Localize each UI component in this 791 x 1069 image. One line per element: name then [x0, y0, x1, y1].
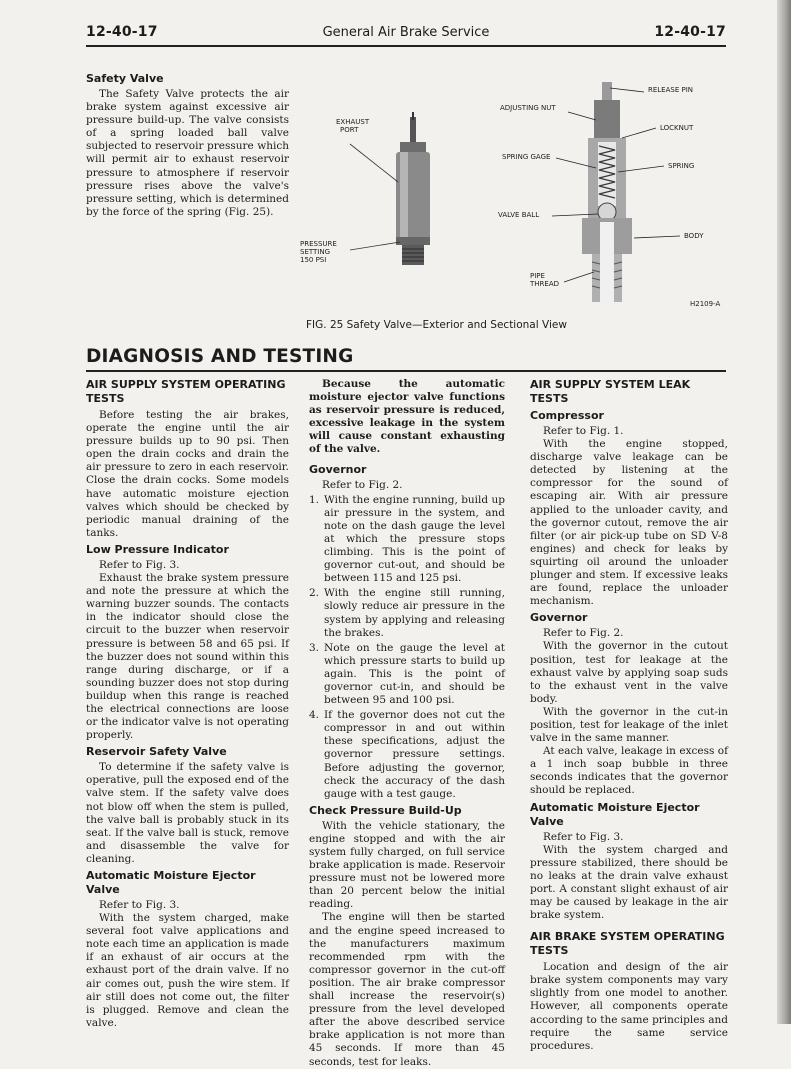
low-pressure-body: Exhaust the brake system pressure and note the pressure at which the warning buzzer sounds. The contacts in the indicator should close the circuit to the buzzer when reservoir pressure is between 58 and 65 psi. If the buzzer does not sound within this range during discharge, or if a sounding buzzer does not stop during buildup when this range is reached the electrical connections are loose or the indicator valve is not operating properly.: [86, 572, 289, 742]
low-pressure-ref: Refer to Fig. 3.: [99, 558, 180, 571]
header-rule: [86, 45, 726, 47]
moisture-leak-body: With the system charged and pressure stabilized, there should be no leaks at the drain valve exhaust port. A constant slight exhaust of air may be caused by leakage in the air brake system.: [530, 843, 728, 922]
compressor-ref: Refer to Fig. 1.: [543, 425, 624, 437]
governor-leak-body-1: With the governor in the cutout position, test for leakage at the exhaust valve by applying soap suds to the exhaust vent in the valve body.: [530, 640, 728, 705]
page-number-left: 12-40-17: [86, 24, 158, 40]
moisture-valve-ref: Refer to Fig. 3.: [99, 899, 180, 911]
running-title: General Air Brake Service: [322, 25, 490, 40]
buildup-body-2: The engine will then be started and the engine speed increased to the manufacturers maximum recommended rpm with the compressor governor in the cut-off position. The air brake compressor shall increase the reservoir(s) pressure from the level developed after the above described service brake application is not more than 45 seconds. If more than 45 seconds, test for leaks.: [309, 911, 505, 1068]
safety-valve-heading: Safety Valve: [86, 72, 164, 85]
label-spring: SPRING: [668, 162, 695, 170]
governor-step: 1. With the engine running, build up air pressure in the system, and note on the dash gauge the level at which the pressure stops climbing. This is the point of governor cut-out, and should be between 115 and 125 psi.: [309, 493, 505, 585]
governor-leak-ref: Refer to Fig. 2.: [543, 627, 624, 640]
governor-step: 3. Note on the gauge the level at which pressure starts to build up again. This is the point of governor cut-in, and should be between 95 and 100 psi.: [309, 641, 505, 707]
label-body: BODY: [684, 232, 704, 240]
moisture-valve-body: With the system charged, make several foot valve applications and note each time an application is made if an exhaust of air occurs at the exhaust port of the drain valve. If no air comes out, push the wire stem. If air still does not come out, the filter is plugged. Remove and clean the valve.: [86, 912, 289, 1029]
reservoir-valve-heading: Reservoir Safety Valve: [86, 745, 227, 759]
page-header: [86, 24, 726, 46]
governor-leak-body-3: At each valve, leakage in excess of a 1 inch soap bubble in three seconds indicates that the governor should be replaced.: [530, 745, 728, 797]
moisture-leak-heading: Automatic Moisture Ejector Valve: [530, 800, 700, 828]
page-edge-shadow: [777, 0, 791, 1024]
governor-step: 2. With the engine still running, slowly reduce air pressure in the system by applying and releasing the brakes.: [309, 587, 505, 639]
label-release-pin: RELEASE PIN: [648, 86, 694, 94]
column-2: [309, 378, 505, 1069]
page-number-right: 12-40-17: [654, 24, 726, 40]
figure-code: H2109-A: [690, 300, 721, 308]
label-spring-gage: SPRING GAGE: [502, 153, 551, 161]
section-rule: [86, 370, 726, 372]
reservoir-valve-body: To determine if the safety valve is operative, pull the exposed end of the valve stem. If the safety valve does not blow off when the stem is pulled, the valve ball is probably stuck in its seat. If the valve ball is stuck, remove and disassemble the valve for cleaning.: [86, 761, 289, 865]
figure-25: [300, 72, 728, 322]
sectional-view: [582, 82, 632, 302]
governor-leak-heading: Governor: [530, 611, 588, 625]
compressor-heading: Compressor: [530, 409, 604, 422]
governor-leak-body-2: With the governor in the cut-in position, test for leakage of the inlet valve in the same manner.: [530, 705, 728, 745]
label-exhaust-port: EXHAUST PORT: [336, 118, 370, 134]
governor-step: 4. If the governor does not cut the compressor in and out within these specifications, adjust the governor pressure settings. Before adjusting the governor, check the accuracy of the dash gauge with a test gauge.: [309, 709, 505, 800]
safety-valve-section: [86, 72, 289, 219]
governor-heading: Governor: [309, 462, 367, 476]
supply-tests-heading: AIR SUPPLY SYSTEM OPERATING TESTS: [86, 378, 286, 405]
label-pressure-setting: PRESSURE SETTING 150 PSI: [300, 240, 337, 264]
compressor-body: With the engine stopped, discharge valve leakage can be detected by listening at the compressor for the sound of escaping air. With air pressure applied to the unloader cavity, and the governor cutout, remove the air filter (or air pick-up tube on SD V-8 engines) and check for leaks by squirting oil around the unloader plunger and stem. If excessive leaks are found, replace the unloader mechanism.: [530, 438, 728, 608]
low-pressure-heading: Low Pressure Indicator: [86, 542, 229, 556]
governor-ref: Refer to Fig. 2.: [322, 478, 403, 491]
buildup-body-1: With the vehicle stationary, the engine stopped and with the air system fully charged, on full service brake application is made. Reservoir pressure must not be lowered more than 20 percent below the initial reading.: [309, 819, 505, 911]
diagnosis-heading: DIAGNOSIS AND TESTING: [86, 346, 354, 367]
buildup-heading: Check Pressure Build-Up: [309, 803, 462, 817]
exterior-view: [350, 112, 430, 265]
moisture-note: Because the automatic moisture ejector valve functions as reservoir pressure is reduced, excessive leakage in the system will cause constant exhausting of the valve.: [309, 378, 505, 456]
governor-steps: [309, 494, 505, 801]
safety-valve-body: The Safety Valve protects the air brake system against excessive air pressure build-up. The valve consists of a spring loaded ball valve subjected to reservoir pressure which will permit air to exhaust reservoir pressure to atmosphere if reservoir pressure rises above the valve's pressure setting, which is determined by the force of the spring (Fig. 25).: [86, 88, 289, 218]
label-valve-ball: VALVE BALL: [498, 211, 540, 219]
column-1: [86, 378, 289, 1030]
operating-tests-heading: AIR BRAKE SYSTEM OPERATING TESTS: [530, 930, 725, 958]
moisture-valve-heading: Automatic Moisture Ejector Valve: [86, 869, 256, 896]
label-locknut: LOCKNUT: [660, 124, 694, 132]
moisture-leak-ref: Refer to Fig. 3.: [543, 830, 624, 843]
column-3: [530, 378, 728, 1053]
label-pipe-thread: PIPE THREAD: [530, 272, 560, 288]
operating-tests-body: Location and design of the air brake system components may vary slightly from one model to another. However, all components operate according to the same principles and require the same service procedures.: [530, 961, 728, 1052]
supply-tests-body: Before testing the air brakes, operate the engine until the air pressure builds up to 90 psi. Then open the drain cocks and drain the air pressure to zero in each reservoir. Close the drain cocks. Some models have automatic moisture ejection valves which should be checked by periodic manual draining of the tanks.: [86, 409, 289, 539]
figure-caption: FIG. 25 Safety Valve—Exterior and Sectional View: [306, 319, 567, 331]
label-adjusting-nut: ADJUSTING NUT: [500, 104, 556, 112]
leak-tests-heading: AIR SUPPLY SYSTEM LEAK TESTS: [530, 378, 691, 405]
